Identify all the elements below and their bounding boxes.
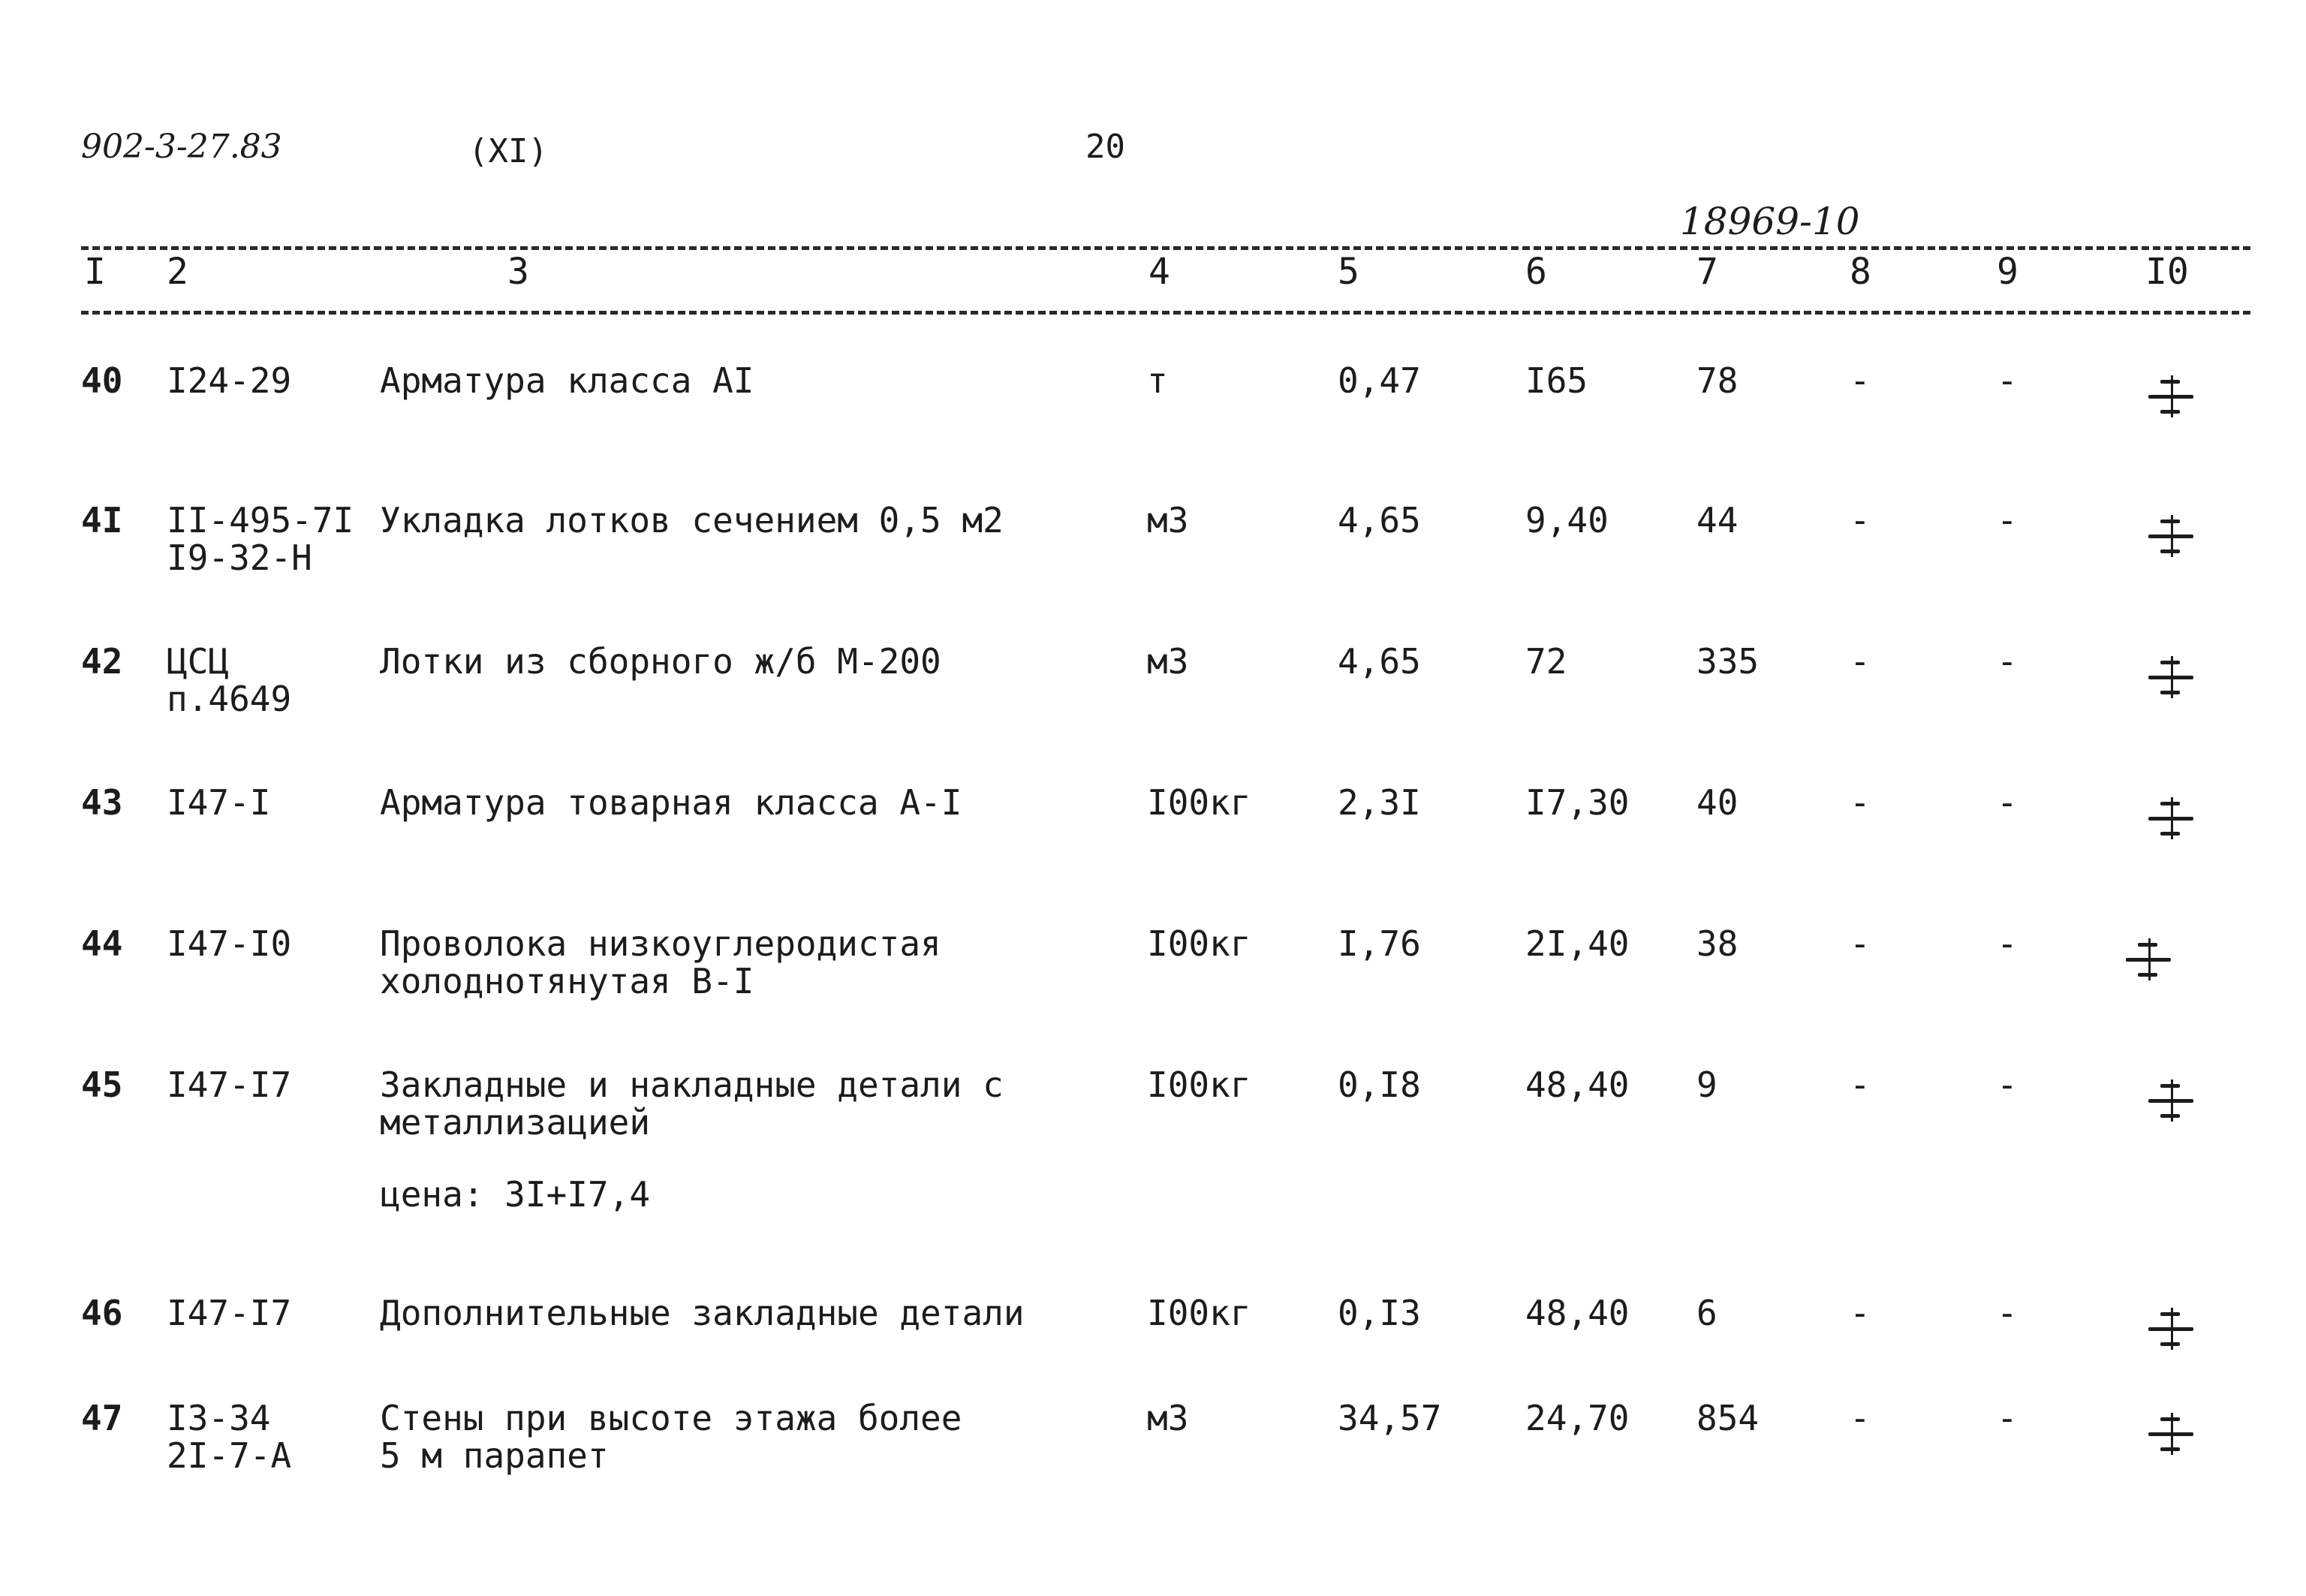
row-quantity: 0,I8 bbox=[1338, 1065, 1421, 1105]
row-total: 40 bbox=[1696, 782, 1739, 823]
row-quantity: 0,47 bbox=[1338, 360, 1421, 401]
row-unit-price: 48,40 bbox=[1525, 1065, 1630, 1105]
row-col9: - bbox=[1997, 360, 2018, 401]
row-col9: - bbox=[1997, 782, 2018, 823]
row-description: Арматура товарная класса А-I bbox=[380, 782, 962, 823]
ditto-mark-icon bbox=[2147, 1399, 2192, 1447]
row-col9: - bbox=[1997, 1293, 2018, 1333]
row-number: 4I bbox=[81, 500, 123, 541]
row-unit: I00кг bbox=[1147, 782, 1251, 823]
table-row bbox=[0, 925, 2306, 1060]
row-col9: - bbox=[1997, 641, 2018, 682]
column-header-2: 2 bbox=[167, 251, 188, 293]
column-header-10: I0 bbox=[2145, 251, 2189, 293]
row-unit: м3 bbox=[1147, 1398, 1189, 1438]
row-unit-price: 24,70 bbox=[1525, 1398, 1630, 1438]
price-note: цена: 3I+I7,4 bbox=[380, 1174, 651, 1215]
row-code: ЦСЦ п.4649 bbox=[167, 641, 292, 719]
row-quantity: 0,I3 bbox=[1338, 1293, 1421, 1333]
row-unit: I00кг bbox=[1147, 1065, 1251, 1105]
ditto-mark-icon bbox=[2147, 643, 2192, 691]
header-rule bbox=[81, 311, 2250, 315]
row-code: I47-I bbox=[167, 782, 271, 823]
row-quantity: 2,3I bbox=[1338, 782, 1421, 823]
row-col8: - bbox=[1850, 1065, 1871, 1105]
table-row bbox=[0, 1066, 2306, 1201]
row-quantity: 34,57 bbox=[1338, 1398, 1442, 1438]
column-header-4: 4 bbox=[1148, 251, 1170, 293]
row-total: 6 bbox=[1696, 1293, 1717, 1333]
row-col8: - bbox=[1850, 1398, 1871, 1438]
row-unit-price: 48,40 bbox=[1525, 1293, 1630, 1333]
doc-code: 902-3-27.83 bbox=[81, 128, 282, 166]
row-description: Арматура класса AI bbox=[380, 360, 754, 401]
row-total: 335 bbox=[1696, 641, 1760, 682]
row-col8: - bbox=[1850, 641, 1871, 682]
row-number: 42 bbox=[81, 641, 123, 682]
page-number: 20 bbox=[1085, 128, 1125, 166]
row-total: 854 bbox=[1696, 1398, 1760, 1438]
row-unit: I00кг bbox=[1147, 923, 1251, 964]
row-unit-price: 72 bbox=[1525, 641, 1567, 682]
column-header-7: 7 bbox=[1696, 251, 1718, 293]
column-header-5: 5 bbox=[1338, 251, 1359, 293]
table-row bbox=[0, 362, 2306, 497]
row-unit-price: 9,40 bbox=[1525, 500, 1609, 541]
ditto-mark-icon bbox=[2147, 784, 2192, 832]
column-header-8: 8 bbox=[1850, 251, 1871, 293]
row-col8: - bbox=[1850, 360, 1871, 401]
row-code: II-495-7I I9-32-Н bbox=[167, 500, 354, 578]
row-description: Дополнительные закладные детали bbox=[380, 1293, 1025, 1333]
table-row bbox=[0, 784, 2306, 919]
row-number: 47 bbox=[81, 1398, 123, 1438]
ditto-mark-icon bbox=[2147, 362, 2192, 410]
row-code: I24-29 bbox=[167, 360, 292, 401]
row-col8: - bbox=[1850, 1293, 1871, 1333]
ditto-mark-icon bbox=[2147, 1066, 2192, 1114]
row-code: I47-I0 bbox=[167, 923, 292, 964]
row-code: I47-I7 bbox=[167, 1065, 292, 1105]
row-number: 45 bbox=[81, 1065, 123, 1105]
row-total: 38 bbox=[1696, 923, 1739, 964]
row-description: Стены при высоте этажа более 5 м парапет bbox=[380, 1398, 962, 1476]
table-row bbox=[0, 643, 2306, 778]
column-header-3: 3 bbox=[507, 251, 529, 293]
row-number: 44 bbox=[81, 923, 123, 964]
row-total: 78 bbox=[1696, 360, 1739, 401]
section-label: (XI) bbox=[468, 132, 548, 170]
row-unit: м3 bbox=[1147, 500, 1189, 541]
ditto-mark-icon bbox=[2124, 925, 2169, 973]
column-header-9: 9 bbox=[1997, 251, 2019, 293]
row-quantity: 4,65 bbox=[1338, 641, 1421, 682]
row-unit-price: I7,30 bbox=[1525, 782, 1630, 823]
table-row bbox=[0, 1399, 2306, 1534]
row-code: I47-I7 bbox=[167, 1293, 292, 1333]
row-col9: - bbox=[1997, 1398, 2018, 1438]
row-number: 46 bbox=[81, 1293, 123, 1333]
row-unit-price: 2I,40 bbox=[1525, 923, 1630, 964]
row-col9: - bbox=[1997, 500, 2018, 541]
top-rule bbox=[81, 246, 2250, 250]
column-header-1: I bbox=[84, 251, 106, 293]
row-unit: I00кг bbox=[1147, 1293, 1251, 1333]
row-description: Лотки из сборного ж/б М-200 bbox=[380, 641, 941, 682]
row-unit-price: I65 bbox=[1525, 360, 1588, 401]
handwritten-note: 18969-10 bbox=[1680, 200, 1860, 243]
row-col9: - bbox=[1997, 923, 2018, 964]
row-col8: - bbox=[1850, 923, 1871, 964]
row-description: Укладка лотков сечением 0,5 м2 bbox=[380, 500, 1004, 541]
row-unit: т bbox=[1147, 360, 1168, 401]
row-code: I3-34 2I-7-А bbox=[167, 1398, 292, 1476]
row-description: Закладные и накладные детали с металлизацией bbox=[380, 1065, 1004, 1143]
row-col8: - bbox=[1850, 500, 1871, 541]
row-number: 40 bbox=[81, 360, 123, 401]
row-number: 43 bbox=[81, 782, 123, 823]
row-total: 9 bbox=[1696, 1065, 1717, 1105]
row-quantity: 4,65 bbox=[1338, 500, 1421, 541]
row-total: 44 bbox=[1696, 500, 1739, 541]
ditto-mark-icon bbox=[2147, 501, 2192, 550]
row-col9: - bbox=[1997, 1065, 2018, 1105]
row-col8: - bbox=[1850, 782, 1871, 823]
table-row bbox=[0, 501, 2306, 637]
row-quantity: I,76 bbox=[1338, 923, 1421, 964]
row-unit: м3 bbox=[1147, 641, 1189, 682]
row-description: Проволока низкоуглеродистая холоднотянутая В-I bbox=[380, 923, 941, 1001]
ditto-mark-icon bbox=[2147, 1294, 2192, 1342]
column-header-6: 6 bbox=[1525, 251, 1547, 293]
